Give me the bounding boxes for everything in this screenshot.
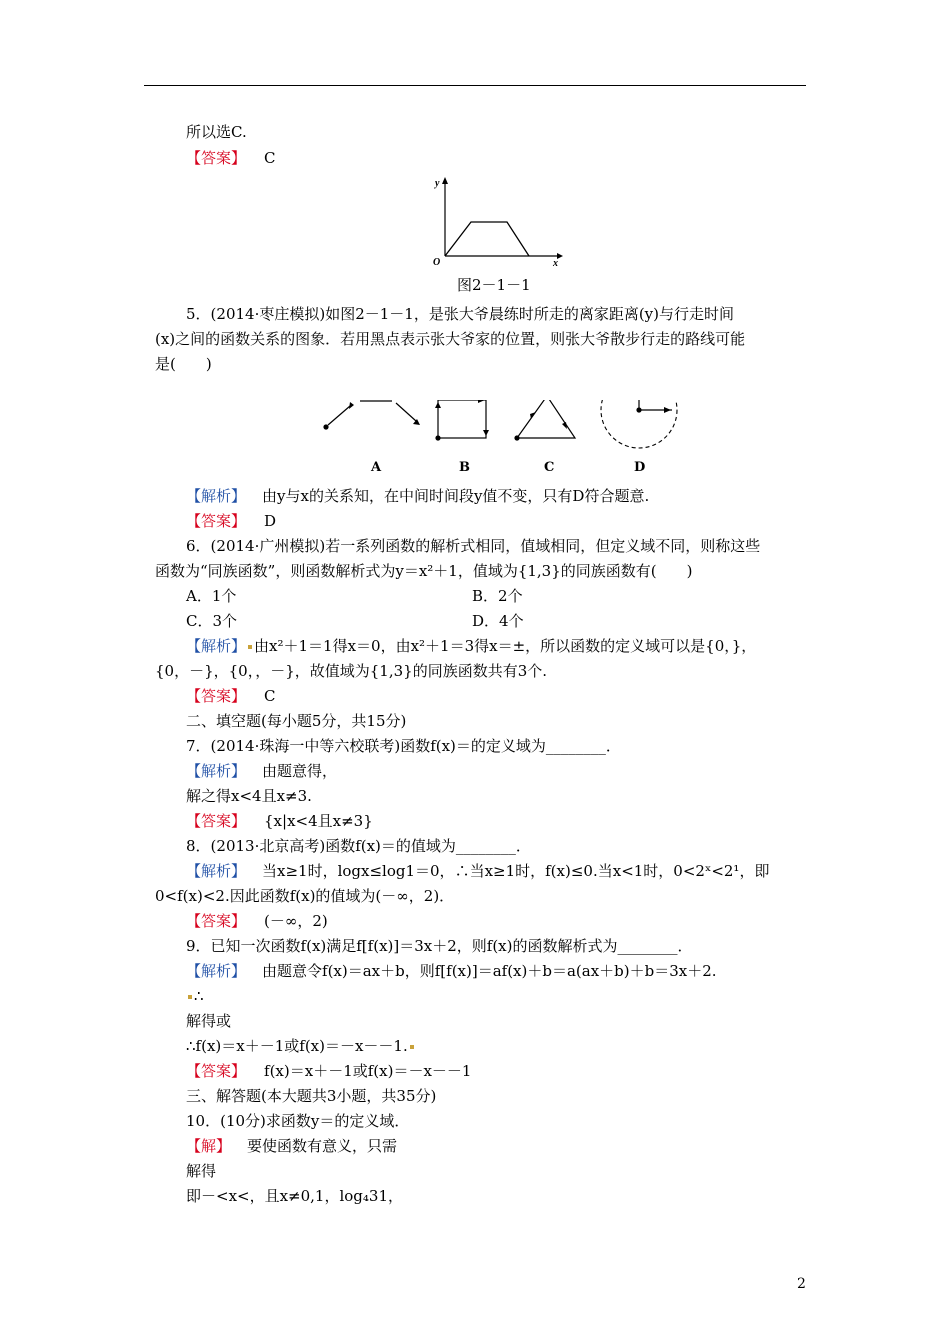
analysis-text: 由x²＋1＝1得x＝0，由x²＋1＝3得x＝±，所以函数的定义域可以是{0，}， (254, 637, 757, 655)
option-a-route (323, 401, 420, 430)
q9-result: ∴f(x)＝x＋－1或f(x)＝－x－－1. (186, 1037, 408, 1055)
answer-value: D (264, 512, 277, 530)
therefore-text: ∴ (194, 987, 204, 1005)
q5-analysis (186, 486, 649, 506)
analysis-tag: 【解析】 (186, 637, 247, 655)
q5-answer (186, 511, 276, 531)
answer-value: f(x)＝x＋－1或f(x)＝－x－－1 (264, 1062, 472, 1080)
mark-dot (248, 645, 252, 649)
q7-line: 7．(2014·珠海一中等六校联考)函数f(x)＝的定义域为________． (186, 737, 621, 755)
q8-analysis-line2: 0<f(x)<2.因此函数f(x)的值域为(－∞，2)． (155, 887, 455, 905)
analysis-text: 当x≥1时，logx≤log1＝0，∴当x≥1时，f(x)≤0.当x<1时，0<2ˣ<2¹，即 (262, 862, 770, 880)
analysis-tag: 【解析】 (186, 487, 247, 505)
option-label-a: A (371, 460, 382, 475)
q9-analysis (186, 961, 717, 981)
q5-line3: 是( ) (155, 355, 212, 373)
q10-line2: 解得 (186, 1162, 217, 1180)
analysis-text: 由y与x的关系知，在中间时间段y值不变，只有D符合题意. (262, 487, 650, 505)
q5-line2: (x)之间的函数关系的图象．若用黑点表示张大爷家的位置，则张大爷散步行走的路线可能 (155, 330, 746, 348)
q10-line: 10．(10分)求函数y＝的定义域． (186, 1112, 410, 1130)
q6-line1: 6．(2014·广州模拟)若一系列函数的解析式相同，值域相同，但定义域不同，则称这些 (186, 537, 761, 555)
mark-dot (410, 1045, 414, 1049)
answer-value: {x|x<4且x≠3} (264, 812, 373, 830)
q9-line4 (186, 1036, 416, 1056)
solution-text: 要使函数有意义，只需 (247, 1137, 398, 1155)
q6-option-c: C．3个 (186, 612, 238, 630)
analysis-tag: 【解析】 (186, 862, 247, 880)
option-b-route (435, 400, 489, 441)
answer-line (186, 148, 276, 168)
q10-solution (186, 1136, 397, 1156)
option-label-b: B (459, 460, 470, 475)
solution-tag: 【解】 (186, 1137, 232, 1155)
graph-curve (445, 222, 529, 256)
page-number: 2 (797, 1276, 806, 1292)
option-d-route (601, 400, 677, 448)
q8-line: 8．(2013·北京高考)函数f(x)＝的值域为________． (186, 837, 531, 855)
q9-line: 9．已知一次函数f(x)满足f[f(x)]＝3x＋2，则f(x)的函数解析式为________． (186, 937, 693, 955)
q7-line2: 解之得x<4且x≠3. (186, 787, 312, 805)
q7-answer (186, 811, 373, 831)
q6-answer (186, 686, 276, 706)
q7-analysis (186, 761, 337, 781)
q6-analysis (186, 636, 756, 656)
answer-tag: 【答案】 (186, 687, 247, 705)
answer-value: (－∞，2) (264, 912, 328, 930)
answer-value: C (264, 687, 276, 705)
q6-analysis-line2: {0，－}，{0，，－}，故值域为{1,3}的同族函数共有3个. (155, 662, 548, 680)
analysis-tag: 【解析】 (186, 962, 247, 980)
x-label: x (553, 258, 558, 266)
answer-tag: 【答案】 (186, 812, 247, 830)
q6-option-a: A．1个 (186, 587, 237, 605)
answer-tag: 【答案】 (186, 149, 247, 167)
section-3-heading: 三、解答题(本大题共3小题，共35分) (186, 1087, 437, 1105)
answer-tag: 【答案】 (186, 1062, 247, 1080)
answer-tag: 【答案】 (186, 512, 247, 530)
distance-time-graph (425, 176, 570, 266)
q6-option-b: B．2个 (472, 587, 523, 605)
y-axis-arrow (442, 177, 448, 184)
route-options-figure (310, 400, 710, 480)
figure-caption: 图2－1－1 (457, 276, 531, 294)
q8-analysis (186, 861, 769, 881)
option-label-c: C (544, 460, 555, 475)
q9-answer (186, 1061, 471, 1081)
option-c-route (514, 400, 575, 441)
section-2-heading: 二、填空题(每小题5分，共15分) (186, 712, 407, 730)
text-line: 所以选C. (186, 123, 247, 141)
q9-line2 (186, 986, 204, 1006)
origin-label: O (433, 257, 441, 266)
q10-line3: 即－<x<，且x≠0,1，log₄31， (186, 1187, 404, 1205)
answer-value: C (264, 149, 276, 167)
option-label-d: D (634, 460, 646, 475)
q5-line1: 5．(2014·枣庄模拟)如图2－1－1，是张大爷晨练时所走的离家距离(y)与行走时间 (186, 305, 735, 323)
q6-line2: 函数为“同族函数”，则函数解析式为y＝x²＋1，值域为{1,3}的同族函数有( ) (155, 562, 693, 580)
analysis-tag: 【解析】 (186, 762, 247, 780)
mark-dot (188, 995, 192, 999)
answer-tag: 【答案】 (186, 912, 247, 930)
analysis-text: 由题意得， (262, 762, 338, 780)
header-rule (144, 85, 806, 86)
q8-answer (186, 911, 328, 931)
q9-line3: 解得或 (186, 1012, 232, 1030)
analysis-text: 由题意令f(x)＝ax＋b，则f[f(x)]＝af(x)＋b＝a(ax＋b)＋b＝3x＋2. (262, 962, 717, 980)
q6-option-d: D．4个 (472, 612, 524, 630)
y-label: y (435, 178, 440, 189)
